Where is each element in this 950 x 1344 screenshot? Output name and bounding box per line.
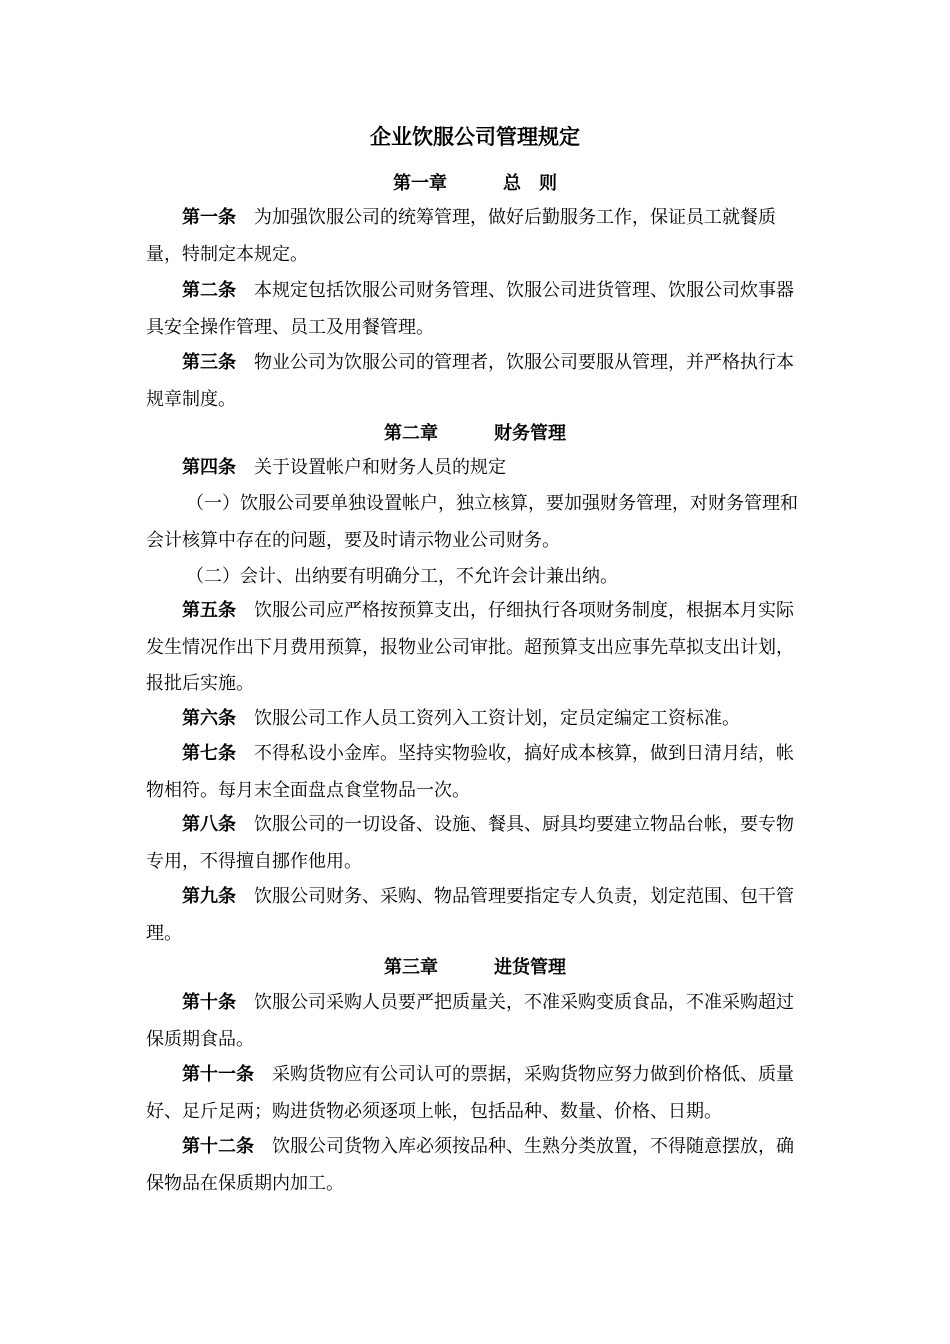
- chapter-number: 第三章: [384, 957, 438, 978]
- chapter-name: 进货管理: [494, 957, 566, 978]
- clause-2: [146, 559, 810, 596]
- article-2: [146, 273, 810, 346]
- chapter-number: 第一章: [393, 173, 447, 194]
- article-label: 第七条: [182, 743, 236, 764]
- article-text: 饮服公司货物入库必须按品种、生熟分类放置，不得随意摆放，确保物品在保质期内加工。: [146, 1136, 794, 1194]
- clause-1: [146, 486, 810, 559]
- chapter-1-heading: [0, 171, 950, 197]
- article-label: 第九条: [182, 886, 236, 907]
- article-10: [146, 985, 810, 1058]
- article-label: 第三条: [182, 352, 236, 373]
- chapter-name: 总 则: [503, 173, 557, 194]
- article-label: 第五条: [182, 600, 236, 621]
- article-9: [146, 879, 810, 952]
- article-label: 第六条: [182, 708, 236, 729]
- clause-text: （二）会计、出纳要有明确分工，不允许会计兼出纳。: [186, 566, 618, 587]
- article-text: 不得私设小金库。坚持实物验收，搞好成本核算，做到日清月结，帐物相符。每月末全面盘点食堂物品一次。: [146, 743, 794, 801]
- article-3: [146, 345, 810, 418]
- article-text: 饮服公司财务、采购、物品管理要指定专人负责，划定范围、包干管理。: [146, 886, 794, 944]
- article-text: 饮服公司应严格按预算支出，仔细执行各项财务制度，根据本月实际发生情况作出下月费用预算，报物业公司审批。超预算支出应事先草拟支出计划，报批后实施。: [146, 600, 794, 694]
- article-text: 为加强饮服公司的统筹管理，做好后勤服务工作，保证员工就餐质量，特制定本规定。: [146, 207, 776, 265]
- article-text: 饮服公司工作人员工资列入工资计划，定员定编定工资标准。: [254, 708, 740, 729]
- chapter-number: 第二章: [384, 423, 438, 444]
- article-text: 饮服公司采购人员要严把质量关，不准采购变质食品，不准采购超过保质期食品。: [146, 992, 794, 1050]
- article-8: [146, 807, 810, 880]
- article-4: [146, 450, 810, 487]
- article-7: [146, 736, 810, 809]
- article-text: 关于设置帐户和财务人员的规定: [254, 457, 506, 478]
- article-text: 饮服公司的一切设备、设施、餐具、厨具均要建立物品台帐，要专物专用，不得擅自挪作他用。: [146, 814, 794, 872]
- article-label: 第四条: [182, 457, 236, 478]
- document-title: 企业饮服公司管理规定: [370, 124, 580, 149]
- article-6: [146, 701, 810, 738]
- article-label: 第十二条: [182, 1136, 254, 1157]
- article-label: 第二条: [182, 280, 236, 301]
- article-1: [146, 200, 810, 273]
- article-11: [146, 1057, 810, 1130]
- article-label: 第八条: [182, 814, 236, 835]
- article-12: [146, 1129, 810, 1202]
- article-label: 第十一条: [182, 1064, 254, 1085]
- chapter-2-heading: [0, 421, 950, 447]
- clause-text: （一）饮服公司要单独设置帐户，独立核算，要加强财务管理，对财务管理和会计核算中存在的问题，要及时请示物业公司财务。: [146, 493, 798, 551]
- article-text: 物业公司为饮服公司的管理者，饮服公司要服从管理，并严格执行本规章制度。: [146, 352, 794, 410]
- article-text: 本规定包括饮服公司财务管理、饮服公司进货管理、饮服公司炊事器具安全操作管理、员工及用餐管理。: [146, 280, 794, 338]
- chapter-name: 财务管理: [494, 423, 566, 444]
- chapter-3-heading: [0, 955, 950, 981]
- article-5: [146, 593, 810, 703]
- article-text: 采购货物应有公司认可的票据，采购货物应努力做到价格低、质量好、足斤足两；购进货物必须逐项上帐，包括品种、数量、价格、日期。: [146, 1064, 794, 1122]
- article-label: 第十条: [182, 992, 236, 1013]
- article-label: 第一条: [182, 207, 236, 228]
